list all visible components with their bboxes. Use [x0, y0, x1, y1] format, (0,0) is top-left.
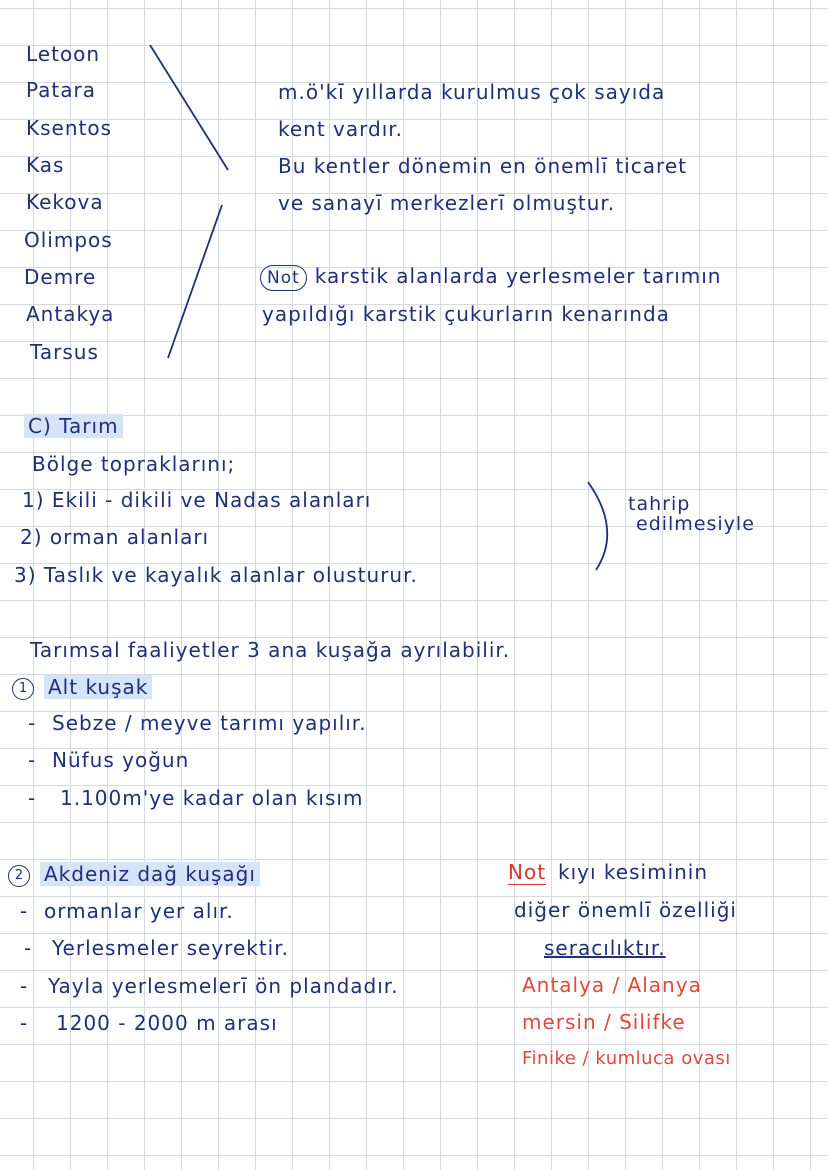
belt-1-title: [12, 675, 152, 700]
note-badge: Not: [260, 265, 307, 291]
soil-item-3: 3) Taslık ve kayalık alanlar olusturur.: [14, 563, 418, 587]
belt-1-bullet-3: 1.100m'ye kadar olan kısım: [60, 786, 364, 810]
bullet-dash: -: [28, 786, 36, 810]
greenhouse-note-line-1: [508, 860, 708, 884]
belt-1-bullet-2: Nüfus yoğun: [52, 748, 190, 772]
intro-line-3: Bu kentler dönemin en önemlī ticaret: [278, 154, 687, 178]
soil-subheading: Bölge topraklarını;: [32, 452, 236, 476]
greenhouse-note-line-3: seracılıktır.: [544, 936, 666, 960]
soil-item-2: 2) orman alanları: [20, 525, 210, 549]
belt-1-bullet-1: Sebze / meyve tarımı yapılır.: [52, 711, 367, 735]
city-demre: Demre: [24, 265, 97, 289]
belt-2-bullet-4: 1200 - 2000 m arası: [56, 1011, 278, 1035]
belt-2-title-text: Akdeniz dağ kuşağı: [40, 862, 260, 886]
belts-intro: Tarımsal faaliyetler 3 ana kuşağa ayrılabilir.: [30, 638, 511, 662]
city-patara: Patara: [26, 78, 96, 102]
city-kekova: Kekova: [26, 190, 104, 214]
intro-line-4: ve sanayī merkezlerī olmuştur.: [278, 191, 616, 215]
greenhouse-note-text: kıyı kesiminin: [558, 860, 709, 884]
number-2-circle: 2: [8, 865, 30, 887]
bullet-dash: -: [28, 748, 36, 772]
intro-line-2: kent vardır.: [278, 117, 404, 141]
section-heading-tarim: [24, 414, 123, 438]
right-brace-curve: [588, 482, 607, 570]
place-antalya-alanya: Antalya / Alanya: [522, 973, 702, 997]
greenhouse-note-line-2: diğer önemlī özelliği: [514, 898, 737, 922]
city-kas: Kas: [26, 153, 65, 177]
intro-line-1: m.ö'kī yıllarda kurulmus çok sayıda: [278, 80, 666, 104]
heading-highlight: C) Tarım: [24, 414, 123, 438]
bullet-dash: -: [20, 899, 28, 923]
soil-item-1: 1) Ekili - dikili ve Nadas alanları: [22, 488, 372, 512]
belt-2-bullet-3: Yayla yerlesmelerī ön plandadır.: [48, 974, 399, 998]
side-note-edilmesiyle: edilmesiyle: [636, 513, 755, 535]
belt-1-title-text: Alt kuşak: [44, 675, 152, 699]
karst-note-line-2: yapıldığı karstik çukurların kenarında: [262, 302, 670, 326]
note-2-badge: Not: [508, 860, 547, 884]
number-1-circle: 1: [12, 678, 34, 700]
city-olimpos: Olimpos: [24, 228, 113, 252]
bottom-bracket-line: [168, 205, 222, 358]
place-finike-kumluca: Finike / kumluca ovası: [522, 1048, 731, 1069]
city-letoon: Letoon: [26, 42, 101, 66]
bullet-dash: -: [28, 711, 36, 735]
bullet-dash: -: [20, 1011, 28, 1035]
place-mersin-silifke: mersin / Silifke: [522, 1010, 686, 1034]
city-antakya: Antakya: [26, 302, 115, 326]
bullet-dash: -: [20, 974, 28, 998]
karst-note-text: karstik alanlarda yerlesmeler tarımın: [314, 264, 722, 288]
city-ksentos: Ksentos: [26, 116, 113, 140]
bullet-dash: -: [24, 936, 32, 960]
city-tarsus: Tarsus: [30, 340, 99, 364]
belt-2-bullet-1: ormanlar yer alır.: [44, 899, 234, 923]
belt-2-bullet-2: Yerlesmeler seyrektir.: [52, 936, 289, 960]
top-bracket-line: [150, 45, 228, 170]
karst-note-line-1: [260, 264, 721, 291]
side-note-tahrip: tahrip: [628, 493, 691, 515]
belt-2-title: [8, 862, 260, 887]
